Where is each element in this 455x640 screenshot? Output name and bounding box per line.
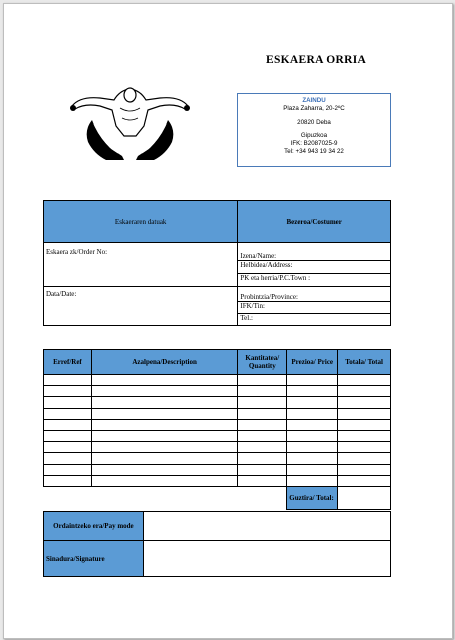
company-street: Plaza Zaharra, 20-2ºC	[283, 104, 345, 112]
item-cell-price[interactable]	[287, 475, 338, 486]
item-cell-quantity[interactable]	[238, 442, 287, 453]
table-row	[44, 386, 391, 397]
pay-mode-field[interactable]	[143, 512, 390, 541]
company-ifk: IFK: B2087025-9	[290, 140, 338, 147]
item-cell-total[interactable]	[338, 419, 391, 430]
item-cell-description[interactable]	[91, 408, 237, 419]
grand-total-value[interactable]	[338, 486, 391, 509]
company-address-box	[237, 93, 391, 167]
item-cell-price[interactable]	[287, 386, 338, 397]
item-cell-description[interactable]	[91, 430, 237, 441]
table-row	[44, 430, 391, 441]
item-cell-total[interactable]	[338, 475, 391, 486]
item-cell-description[interactable]	[91, 442, 237, 453]
grand-total-spacer	[44, 486, 287, 509]
item-cell-description[interactable]	[91, 386, 237, 397]
company-tel: Tel: +34 943 19 34 22	[284, 147, 344, 155]
grand-total-row	[44, 486, 391, 509]
item-cell-quantity[interactable]	[238, 464, 287, 475]
customer-name-label[interactable]: Izena/Name:	[238, 243, 391, 261]
company-postal-city: 20820 Deba	[297, 118, 331, 126]
table-row	[44, 419, 391, 430]
table-row	[44, 375, 391, 386]
item-cell-price[interactable]	[287, 375, 338, 386]
company-logo	[70, 86, 190, 162]
payment-signature-table	[43, 511, 391, 577]
item-cell-quantity[interactable]	[238, 453, 287, 464]
grand-total-label: Guztira/ Total:	[287, 486, 338, 509]
item-cell-price[interactable]	[287, 397, 338, 408]
item-cell-quantity[interactable]	[238, 430, 287, 441]
table-row	[44, 464, 391, 475]
item-cell-ref[interactable]	[44, 386, 92, 397]
item-cell-total[interactable]	[338, 430, 391, 441]
item-cell-ref[interactable]	[44, 475, 92, 486]
item-cell-ref[interactable]	[44, 375, 92, 386]
document-page	[3, 3, 453, 639]
item-cell-description[interactable]	[91, 453, 237, 464]
order-date-label[interactable]: Data/Date:	[44, 287, 238, 326]
col-header-total: Totala/ Total	[338, 350, 391, 375]
item-cell-price[interactable]	[287, 430, 338, 441]
signature-label: Sinadura/Signature	[44, 541, 144, 577]
item-cell-quantity[interactable]	[238, 386, 287, 397]
item-cell-quantity[interactable]	[238, 397, 287, 408]
table-row	[44, 475, 391, 486]
customer-province-label[interactable]: Probintzia/Province:	[238, 287, 391, 302]
col-header-quantity: Kantitatea/ Quantity	[238, 350, 287, 375]
customer-header: Bezeroa/Costumer	[238, 201, 391, 243]
item-cell-ref[interactable]	[44, 419, 92, 430]
company-name: ZAINDU	[302, 97, 326, 104]
item-cell-total[interactable]	[338, 408, 391, 419]
customer-tin-label[interactable]: IFK/Tin:	[238, 302, 391, 314]
item-cell-ref[interactable]	[44, 442, 92, 453]
customer-address-label[interactable]: Helbidea/Address:	[238, 261, 391, 274]
col-header-description: Azalpena/Description	[91, 350, 237, 375]
order-data-header: Eskaeraren datuak	[44, 201, 238, 243]
customer-tel-label[interactable]: Tel.:	[238, 314, 391, 326]
item-cell-total[interactable]	[338, 442, 391, 453]
table-row	[44, 408, 391, 419]
item-cell-ref[interactable]	[44, 430, 92, 441]
item-cell-description[interactable]	[91, 419, 237, 430]
item-cell-ref[interactable]	[44, 397, 92, 408]
item-cell-total[interactable]	[338, 386, 391, 397]
item-cell-total[interactable]	[338, 397, 391, 408]
customer-town-label[interactable]: PK eta herria/P.C.Town :	[238, 274, 391, 287]
item-cell-price[interactable]	[287, 453, 338, 464]
col-header-price: Prezioa/ Price	[287, 350, 338, 375]
pay-mode-label: Ordaintzeko era/Pay mode	[44, 512, 144, 541]
items-table	[43, 349, 391, 510]
item-cell-ref[interactable]	[44, 453, 92, 464]
item-cell-total[interactable]	[338, 453, 391, 464]
company-region: Gipuzkoa	[300, 132, 328, 140]
item-cell-price[interactable]	[287, 442, 338, 453]
table-row	[44, 397, 391, 408]
item-cell-description[interactable]	[91, 464, 237, 475]
table-row	[44, 442, 391, 453]
item-cell-quantity[interactable]	[238, 375, 287, 386]
item-cell-total[interactable]	[338, 375, 391, 386]
item-cell-quantity[interactable]	[238, 408, 287, 419]
item-cell-price[interactable]	[287, 419, 338, 430]
item-cell-price[interactable]	[287, 464, 338, 475]
item-cell-quantity[interactable]	[238, 419, 287, 430]
item-cell-ref[interactable]	[44, 408, 92, 419]
item-cell-price[interactable]	[287, 408, 338, 419]
item-cell-description[interactable]	[91, 475, 237, 486]
item-cell-description[interactable]	[91, 397, 237, 408]
signature-field[interactable]	[143, 541, 390, 577]
order-customer-table	[43, 200, 391, 326]
item-cell-total[interactable]	[338, 464, 391, 475]
order-number-label[interactable]: Eskaera zk/Order No:	[44, 243, 238, 287]
col-header-ref: Erref/Ref	[44, 350, 92, 375]
table-row	[44, 453, 391, 464]
item-cell-ref[interactable]	[44, 464, 92, 475]
item-cell-quantity[interactable]	[238, 475, 287, 486]
document-title: ESKAERA ORRIA	[266, 54, 367, 66]
item-cell-description[interactable]	[91, 375, 237, 386]
